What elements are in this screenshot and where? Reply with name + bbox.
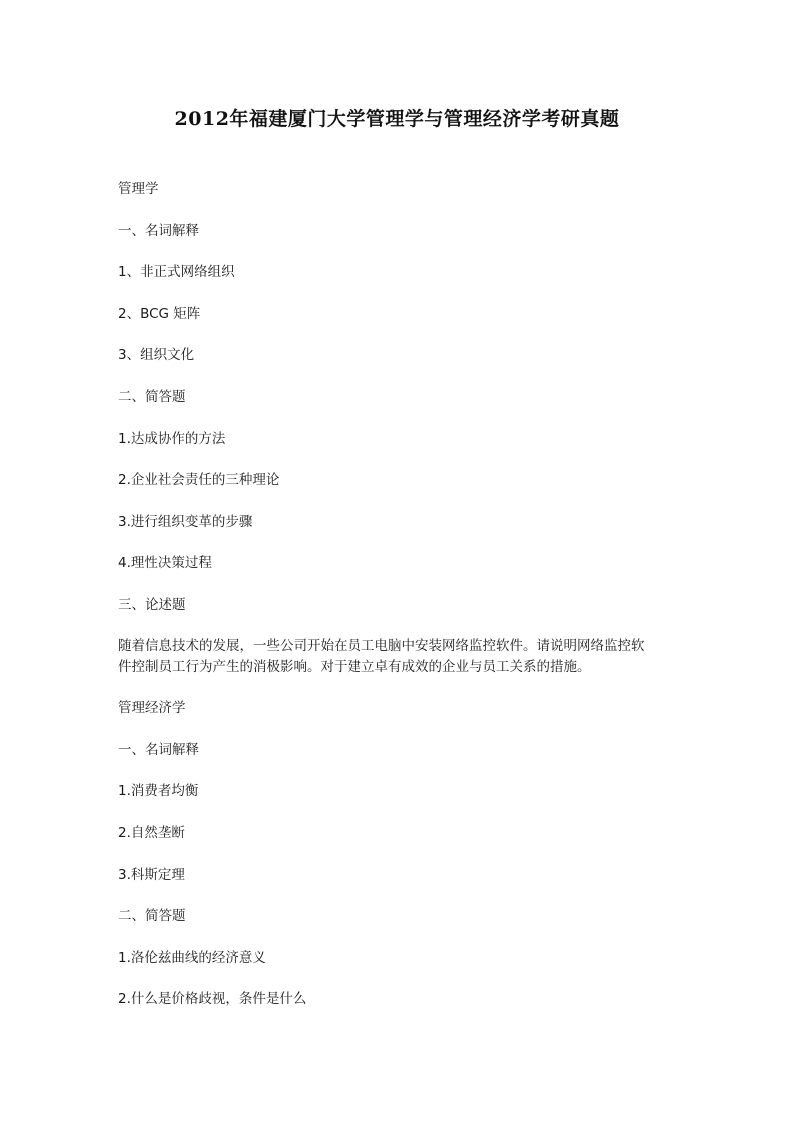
list-item: 3.进行组织变革的步骤 [118,513,253,530]
list-item: 4.理性决策过程 [118,555,212,572]
part-heading-essay: 三、论述题 [118,596,186,613]
part-heading-definitions: 一、名词解释 [118,222,199,239]
document-body [118,178,678,1030]
section-heading-managerial-economics: 管理经济学 [118,700,186,717]
list-item: 2.什么是价格歧视，条件是什么 [118,991,307,1008]
list-item: 2、BCG 矩阵 [118,305,201,322]
list-item: 3、组织文化 [118,347,195,364]
list-item: 1.达成协作的方法 [118,430,226,447]
list-item: 1、非正式网络组织 [118,264,235,281]
part-heading-definitions: 一、名词解释 [118,741,199,758]
part-heading-short-answer: 二、简答题 [118,388,186,405]
list-item: 2.自然垄断 [118,824,185,841]
list-item: 2.企业社会责任的三种理论 [118,472,280,489]
list-item: 1.消费者均衡 [118,783,199,800]
section-heading-management: 管理学 [118,181,159,197]
essay-question-paragraph [118,636,678,678]
document-title: 2012年福建厦门大学管理学与管理经济学考研真题 [174,108,620,130]
list-item: 3.科斯定理 [118,866,185,883]
part-heading-short-answer: 二、简答题 [118,908,186,925]
paragraph-line: 随着信息技术的发展，一些公司开始在员工电脑中安装网络监控软件。请说明网络监控软 [118,637,645,654]
paragraph-line: 件控制员工行为产生的消极影响。对于建立卓有成效的企业与员工关系的措施。 [118,658,591,675]
list-item: 1.洛伦兹曲线的经济意义 [118,949,266,966]
